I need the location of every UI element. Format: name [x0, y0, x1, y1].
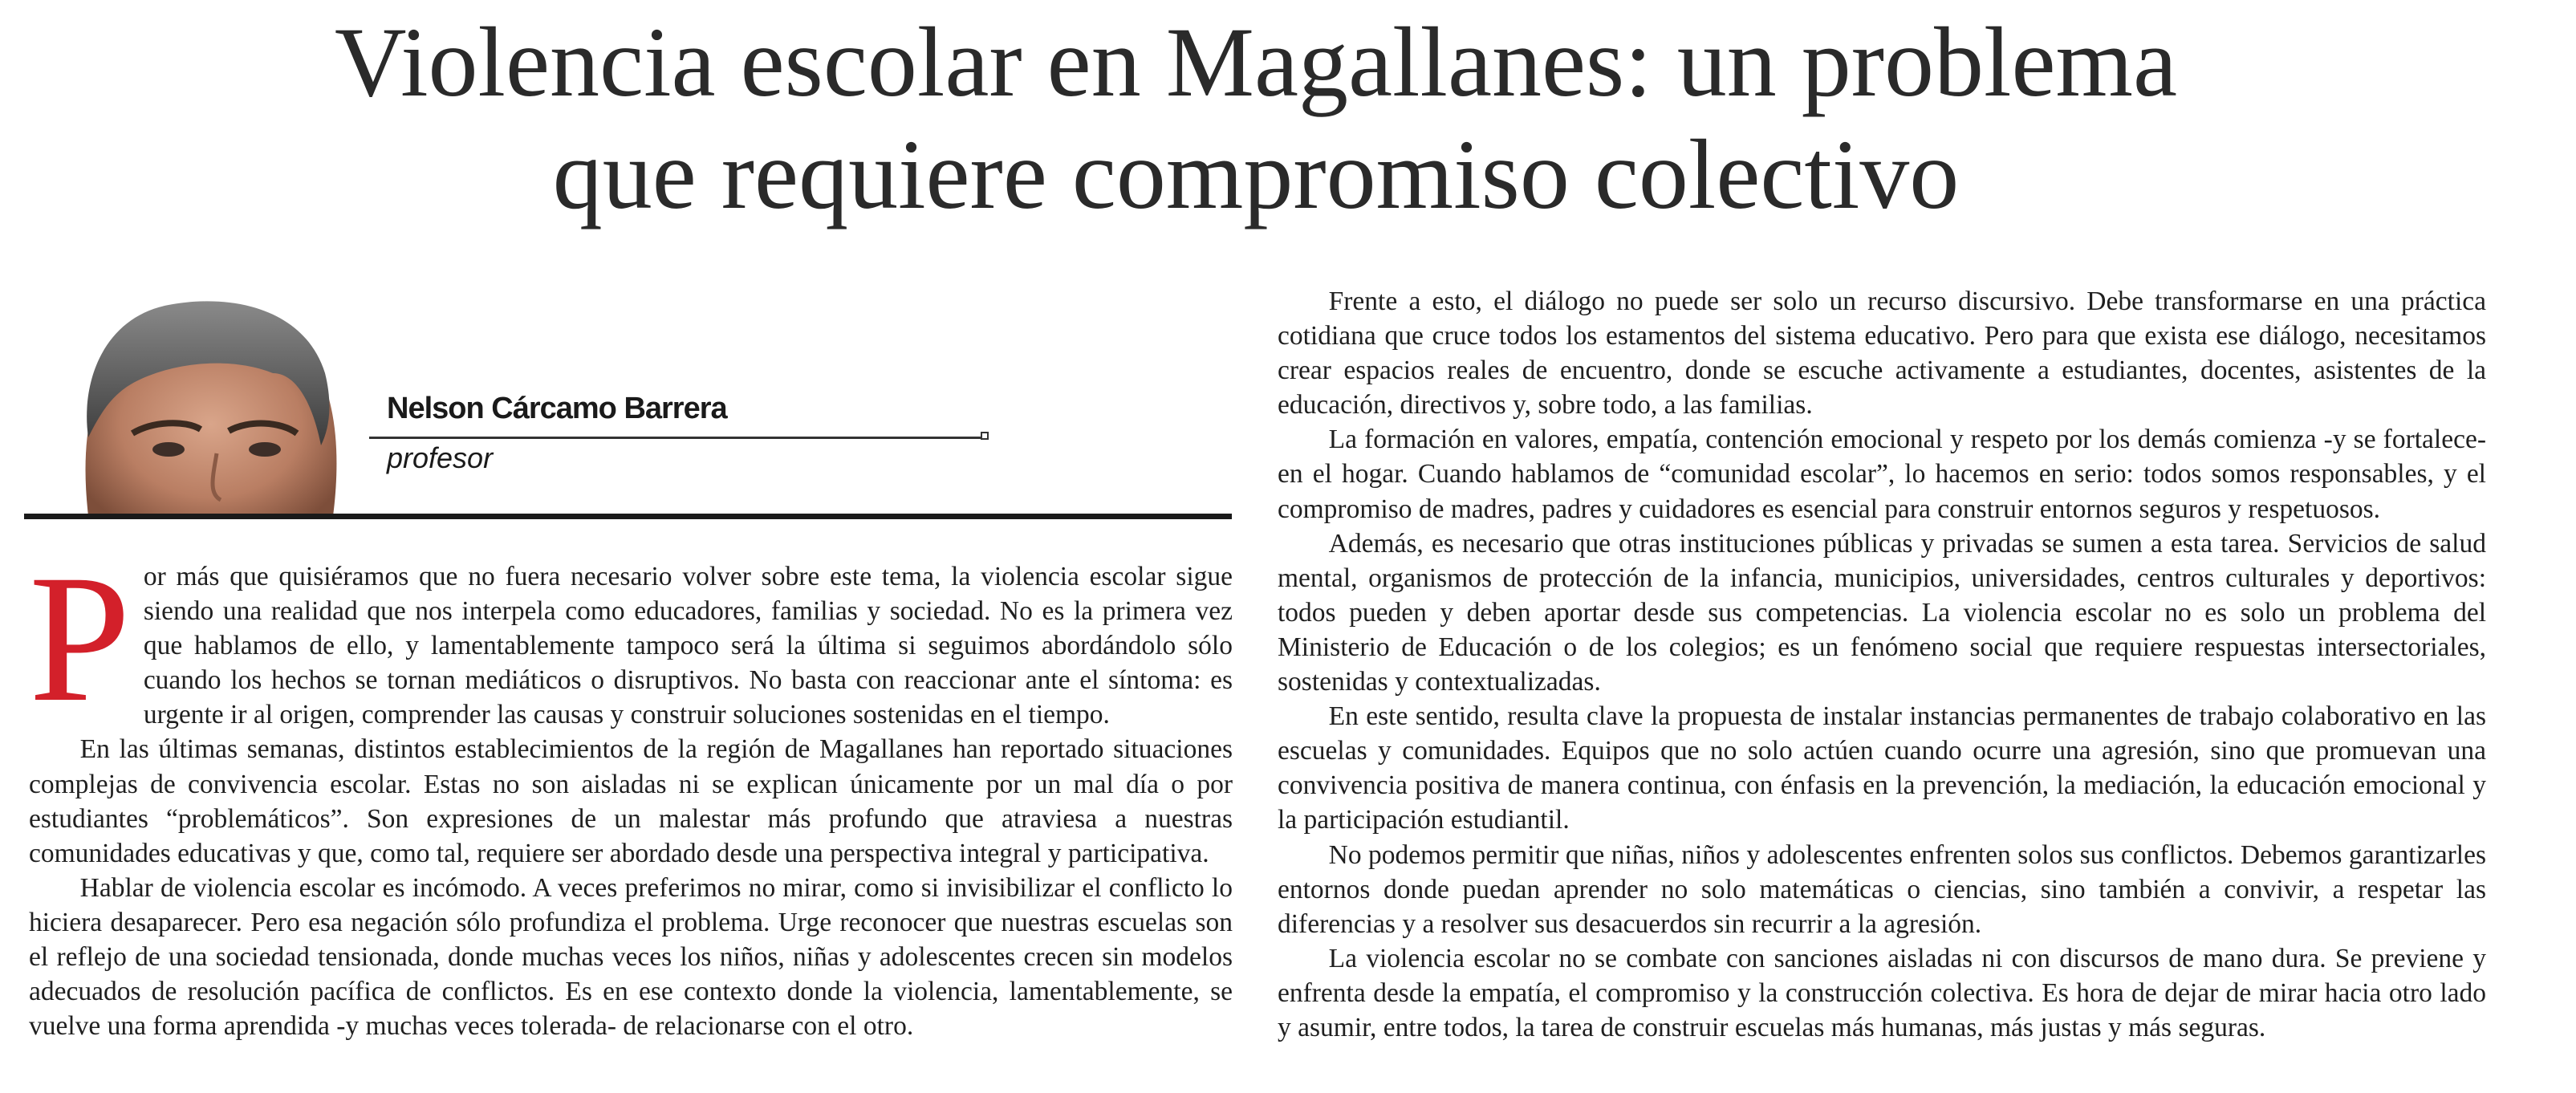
paragraph: En este sentido, resulta clave la propuesta de instalar instancias permanentes de trabajo colaborativo en las escuelas y comunidades. Equipos que no solo actúen cuando ocurre una agresión, sino que promuevan una convivencia positiva de manera continua, con énfasis en la prevención, la mediación, la educación emocional y la participación estudiantil. [1278, 701, 2486, 835]
paragraph: Además, es necesario que otras instituciones públicas y privadas se sumen a esta tarea. Servicios de salud mental, organismos de protección de la infancia, municipios, universidades, centros culturales y deportivos: todos pueden y deben aportar desde sus competencias. La violencia escolar no es solo un problema del Ministerio de Educación o de los colegios; es un fenómeno social que requiere respuestas intersectoriales, sostenidas y contextualizadas. [1278, 528, 2486, 697]
author-underline-end [981, 432, 989, 440]
author-role: profesor [387, 441, 494, 474]
headline-line-1: Violencia escolar en Magallanes: un problema [335, 7, 2177, 117]
paragraph: En las últimas semanas, distintos establecimientos de la región de Magallanes han reportado situaciones complejas de convivencia escolar. Estas no son aisladas ni se explican únicamente por un mal día o por estudiantes “problemáticos”. Son expresiones de un malestar más profundo que atraviesa a nuestras comunidades educativas y que, como tal, requiere ser abordado desde una perspectiva integral y participativa. [29, 734, 1233, 868]
paragraph [29, 538, 1233, 740]
paragraph-text: or más que quisiéramos que no fuera necesario volver sobre este tema, la violencia escolar sigue siendo una realidad que nos interpela como educadores, familias y sociedad. No es la primera vez que hablamos de ello, y lamentablemente tampoco será la última si seguimos abordándolo sólo cuando los hechos se tornan mediáticos o disruptivos. No basta con reaccionar ante el síntoma: es urgente ir al origen, comprender las causas y construir soluciones sostenidas en el tiempo. [143, 562, 1233, 730]
paragraph: La formación en valores, empatía, contención emocional y respeto por los demás comienza -y se fortalece- en el hogar. Cuando hablamos de “comunidad escolar”, lo hacemos en serio: todos somos responsables, y el compromiso de madres, padres y cuidadores es esencial para construir entornos seguros y respetuosos. [1278, 425, 2486, 524]
paragraph: No podemos permitir que niñas, niños y adolescentes enfrenten solos sus conflictos. Debemos garantizarles entornos donde puedan aprender no solo matemáticas o ciencias, sino también a convivir, a respetar las diferencias y a resolver sus desacuerdos sin recurrir a la agresión. [1278, 839, 2486, 939]
column-top-rule [24, 514, 1232, 519]
article-column-right [1278, 284, 2486, 1045]
paragraph: Frente a esto, el diálogo no puede ser solo un recurso discursivo. Debe transformarse en una práctica cotidiana que cruce todos los estamentos del sistema educativo. Pero para que exista ese diálogo, necesitamos crear espacios reales de encuentro, donde se escuche activamente a estudiantes, docentes, asistentes de la educación, directivos y, sobre todo, a las familias. [1278, 286, 2486, 421]
article-column-left [29, 538, 1233, 1043]
headline-line-2: que requiere compromiso colectivo [552, 120, 1960, 230]
headline [0, 6, 2512, 231]
author-underline [369, 437, 983, 439]
paragraph: Hablar de violencia escolar es incómodo. A veces preferimos no mirar, como si invisibilizar el conflicto lo hiciera desaparecer. Pero esa negación sólo profundiza el problema. Urge reconocer que nuestras escuelas son el reflejo de una sociedad tensionada, donde muchas veces los niños, niñas y adolescentes crecen sin modelos adecuados de resolución pacífica de conflictos. Es en ese contexto donde la violencia, lamentablemente, se vuelve una forma aprendida -y muchas veces tolerada- de relacionarse con el otro. [29, 872, 1233, 1042]
paragraph: La violencia escolar no se combate con sanciones aisladas ni con discursos de mano dura. Se previene y enfrenta desde la empatía, el compromiso y la construcción colectiva. Es hora de dejar de mirar hacia otro lado y asumir, entre todos, la tarea de construir escuelas más humanas, más justas y más seguras. [1278, 943, 2486, 1042]
author-name: Nelson Cárcamo Barrera [387, 392, 727, 425]
drop-cap: P [29, 538, 131, 740]
author-photo [56, 285, 345, 516]
